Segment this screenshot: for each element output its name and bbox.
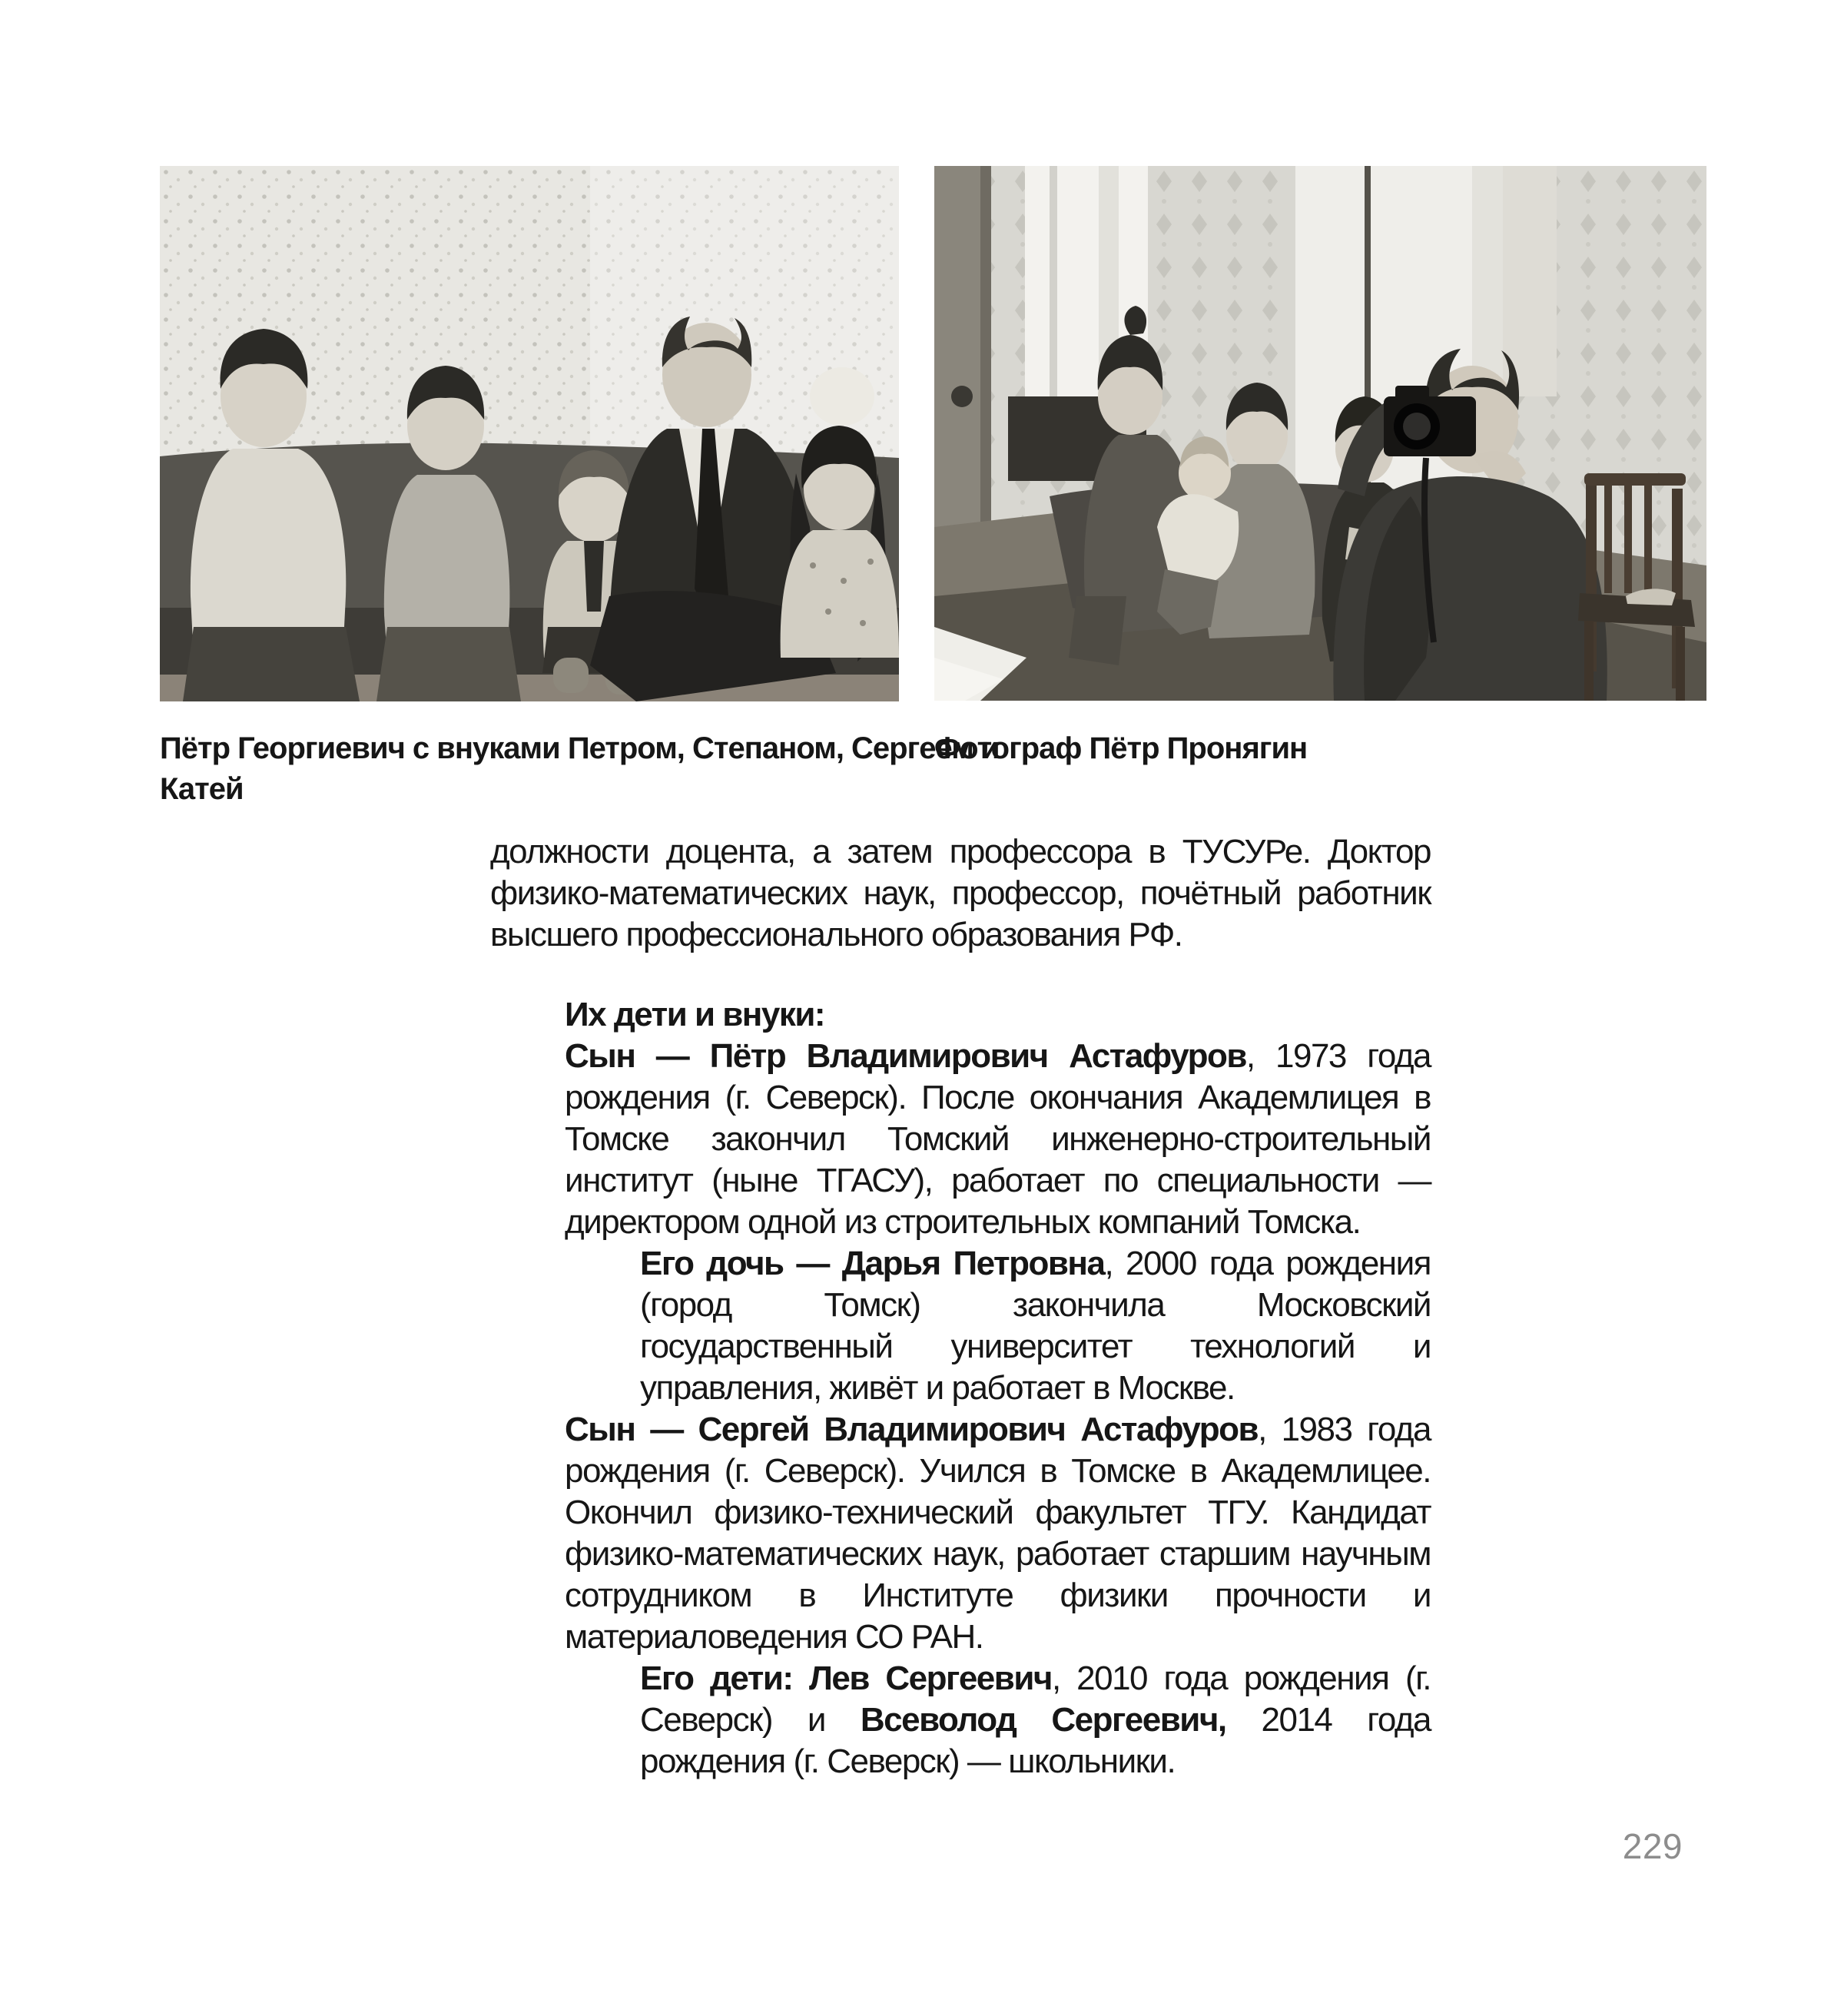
entry-name: Его дети: Лев Сергеевич (640, 1660, 1052, 1697)
entry-son-sergey (565, 1409, 1431, 1658)
caption-right-photo: Фотограф Пётр Пронягин (934, 731, 1308, 765)
entry-text: , 2010 года рождения (г. Северск) и (640, 1660, 1431, 1739)
entry-text: , 1973 года рождения (г. Северск). После окончания Академлицея в Томске закончил Томский инженерно-строительный институт (ныне ТГАСУ), работает по специальности — директором одной из строительных компаний Томска. (565, 1037, 1431, 1241)
paragraph-intro: должности доцента, а затем профессора в ТУСУРе. Доктор физико-математических наук, профессор, почётный работник высшего профессионального образования РФ. (490, 833, 1431, 953)
entry-name: Его дочь — Дарья Петровна (640, 1245, 1105, 1282)
page-number: 229 (1622, 1826, 1683, 1866)
section-heading: Их дети и внуки: (565, 996, 825, 1033)
entry-text: , 1983 года рождения (г. Северск). Учился в Томске в Академлицее. Окончил физико-технический факультет ТГУ. Кандидат физико-математических наук, работает старшим научным сотрудником в Институте физики прочности и материаловедения СО РАН. (565, 1411, 1431, 1656)
body-text (490, 831, 1431, 1782)
caption-left-photo: Пётр Георгиевич с внуками Петром, Степаном, Сергеем и Катей (160, 731, 1000, 806)
entry-son-petr (565, 1036, 1431, 1243)
entry-name: Всеволод Сергеевич, (860, 1701, 1226, 1739)
photo-photographer (934, 166, 1706, 701)
entry-name: Сын — Пётр Владимирович Астафуров (565, 1037, 1246, 1075)
entry-grandsons (640, 1658, 1431, 1782)
entry-name: Сын — Сергей Владимирович Астафуров (565, 1411, 1259, 1448)
photographer-illustration (934, 166, 1706, 701)
entry-text: , 2000 года рождения (город Томск) закончила Московский государственный университет технологий и управления, живёт и работает в Москве. (640, 1245, 1431, 1407)
entry-text: 2014 года рождения (г. Северск) — школьники. (640, 1701, 1431, 1780)
family-sofa-illustration (160, 166, 899, 701)
entry-daughter-darya (640, 1243, 1431, 1409)
photo-grandfather-grandchildren (160, 166, 899, 701)
